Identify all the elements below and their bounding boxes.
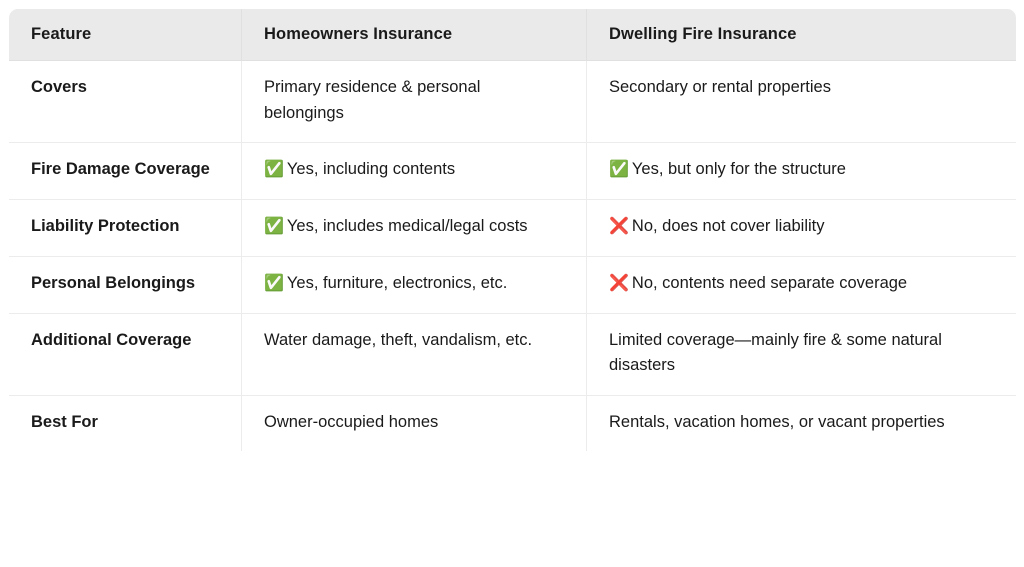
cell-text: No, contents need separate coverage [631,273,908,292]
cell-homeowners [242,143,587,200]
cell-homeowners [242,256,587,313]
cross-icon: ❌ [609,217,629,235]
table-body [9,61,1017,452]
cell-text: Yes, furniture, electronics, etc. [286,273,508,292]
row-feature-label: Best For [9,395,242,452]
row-feature-label: Personal Belongings [9,256,242,313]
cell-text: Rentals, vacation homes, or vacant properties [609,412,945,431]
cell-text: Primary residence & personal belongings [264,78,481,122]
cell-text: Yes, includes medical/legal costs [286,216,528,235]
cell-dwelling [587,143,1017,200]
cell-text: Water damage, theft, vandalism, etc. [264,330,533,349]
column-header-feature: Feature [9,9,242,61]
cell-dwelling [587,395,1017,452]
cell-text: Owner-occupied homes [264,412,439,431]
cell-text: Yes, including contents [286,160,456,179]
cell-dwelling [587,61,1017,143]
cell-text: Limited coverage—mainly fire & some natural disasters [609,330,942,375]
table-header-row [9,9,1017,61]
cell-dwelling [587,199,1017,256]
table-row [9,256,1017,313]
table-row [9,395,1017,452]
cell-text: No, does not cover liability [631,216,825,235]
insurance-comparison-table [8,8,1017,452]
cell-homeowners [242,395,587,452]
row-feature-label: Additional Coverage [9,313,242,395]
cross-icon: ❌ [609,274,629,292]
column-header-dwelling-fire-insurance: Dwelling Fire Insurance [587,9,1017,61]
row-feature-label: Liability Protection [9,199,242,256]
check-icon: ✅ [264,274,284,292]
check-icon: ✅ [609,161,629,179]
row-feature-label: Covers [9,61,242,143]
table-row [9,61,1017,143]
check-icon: ✅ [264,161,284,179]
table-header [9,9,1017,61]
table-row [9,199,1017,256]
row-feature-label: Fire Damage Coverage [9,143,242,200]
check-icon: ✅ [264,217,284,235]
cell-text: Yes, but only for the structure [631,160,846,179]
column-header-homeowners-insurance: Homeowners Insurance [242,9,587,61]
table-row [9,313,1017,395]
cell-dwelling [587,256,1017,313]
cell-homeowners [242,313,587,395]
cell-text: Secondary or rental properties [609,78,831,96]
table-row [9,143,1017,200]
cell-dwelling [587,313,1017,395]
cell-homeowners [242,199,587,256]
cell-homeowners [242,61,587,143]
